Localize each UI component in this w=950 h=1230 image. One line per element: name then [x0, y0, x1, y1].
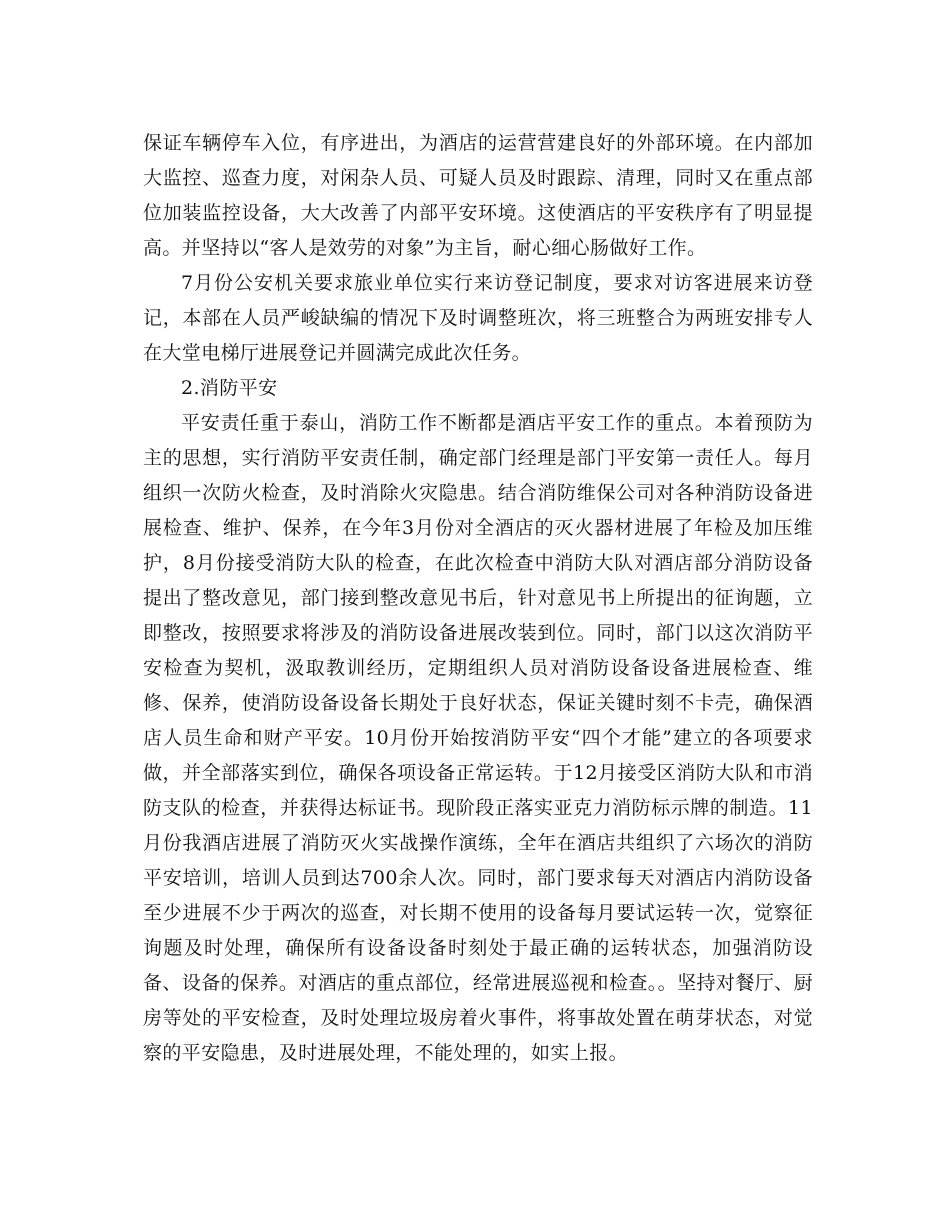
section-heading-fire-safety: 2.消防平安: [181, 377, 278, 399]
paragraph-visitor-registration: 7月份公安机关要求旅业单位实行来访登记制度，要求对访客进展来访登记，本部在人员严峻缺编的情况下及时调整班次，将三班整合为两班安排专人在大堂电梯厅进展登记并圆满完成此次任务。: [143, 272, 813, 364]
document-body: [143, 126, 813, 1071]
paragraph-vehicle-security: 保证车辆停车入位，有序进出，为酒店的运营营建良好的外部环境。在内部加大监控、巡查力度，对闲杂人员、可疑人员及时跟踪、清理，同时又在重点部位加装监控设备，大大改善了内部平安环境。这使酒店的平安秩序有了明显提高。并坚持以“客人是效劳的对象”为主旨，耐心细心肠做好工作。: [143, 132, 813, 259]
paragraph-fire-safety: 平安责任重于泰山，消防工作不断都是酒店平安工作的重点。本着预防为主的思想，实行消防平安责任制，确定部门经理是部门平安第一责任人。每月组织一次防火检查，及时消除火灾隐患。结合消防维保公司对各种消防设备进展检查、维护、保养，在今年3月份对全酒店的灭火器材进展了年检及加压维护，8月份接受消防大队的检查，在此次检查中消防大队对酒店部分消防设备提出了整改意见，部门接到整改意见书后，针对意见书上所提出的征询题，立即整改，按照要求将涉及的消防设备进展改装到位。同时，部门以这次消防平安检查为契机，汲取教训经历，定期组织人员对消防设备设备进展检查、维修、保养，使消防设备设备长期处于良好状态，保证关键时刻不卡壳，确保酒店人员生命和财产平安。10月份开始按消防平安“四个才能”建立的各项要求做，并全部落实到位，确保各项设备正常运转。于12月接受区消防大队和市消防支队的检查，并获得达标证书。现阶段正落实亚克力消防标示牌的制造。11月份我酒店进展了消防灭火实战操作演练，全年在酒店共组织了六场次的消防平安培训，培训人员到达700余人次。同时，部门要求每天对酒店内消防设备至少进展不少于两次的巡查，对长期不使用的设备每月要试运转一次，觉察征询题及时处理，确保所有设备设备时刻处于最正确的运转状态，加强消防设备、设备的保养。对酒店的重点部位，经常进展巡视和检查。。坚持对餐厅、厨房等处的平安检查，及时处理垃圾房着火事件，将事故处置在萌芽状态，对觉察的平安隐患，及时进展处理，不能处理的，如实上报。: [143, 412, 813, 1064]
